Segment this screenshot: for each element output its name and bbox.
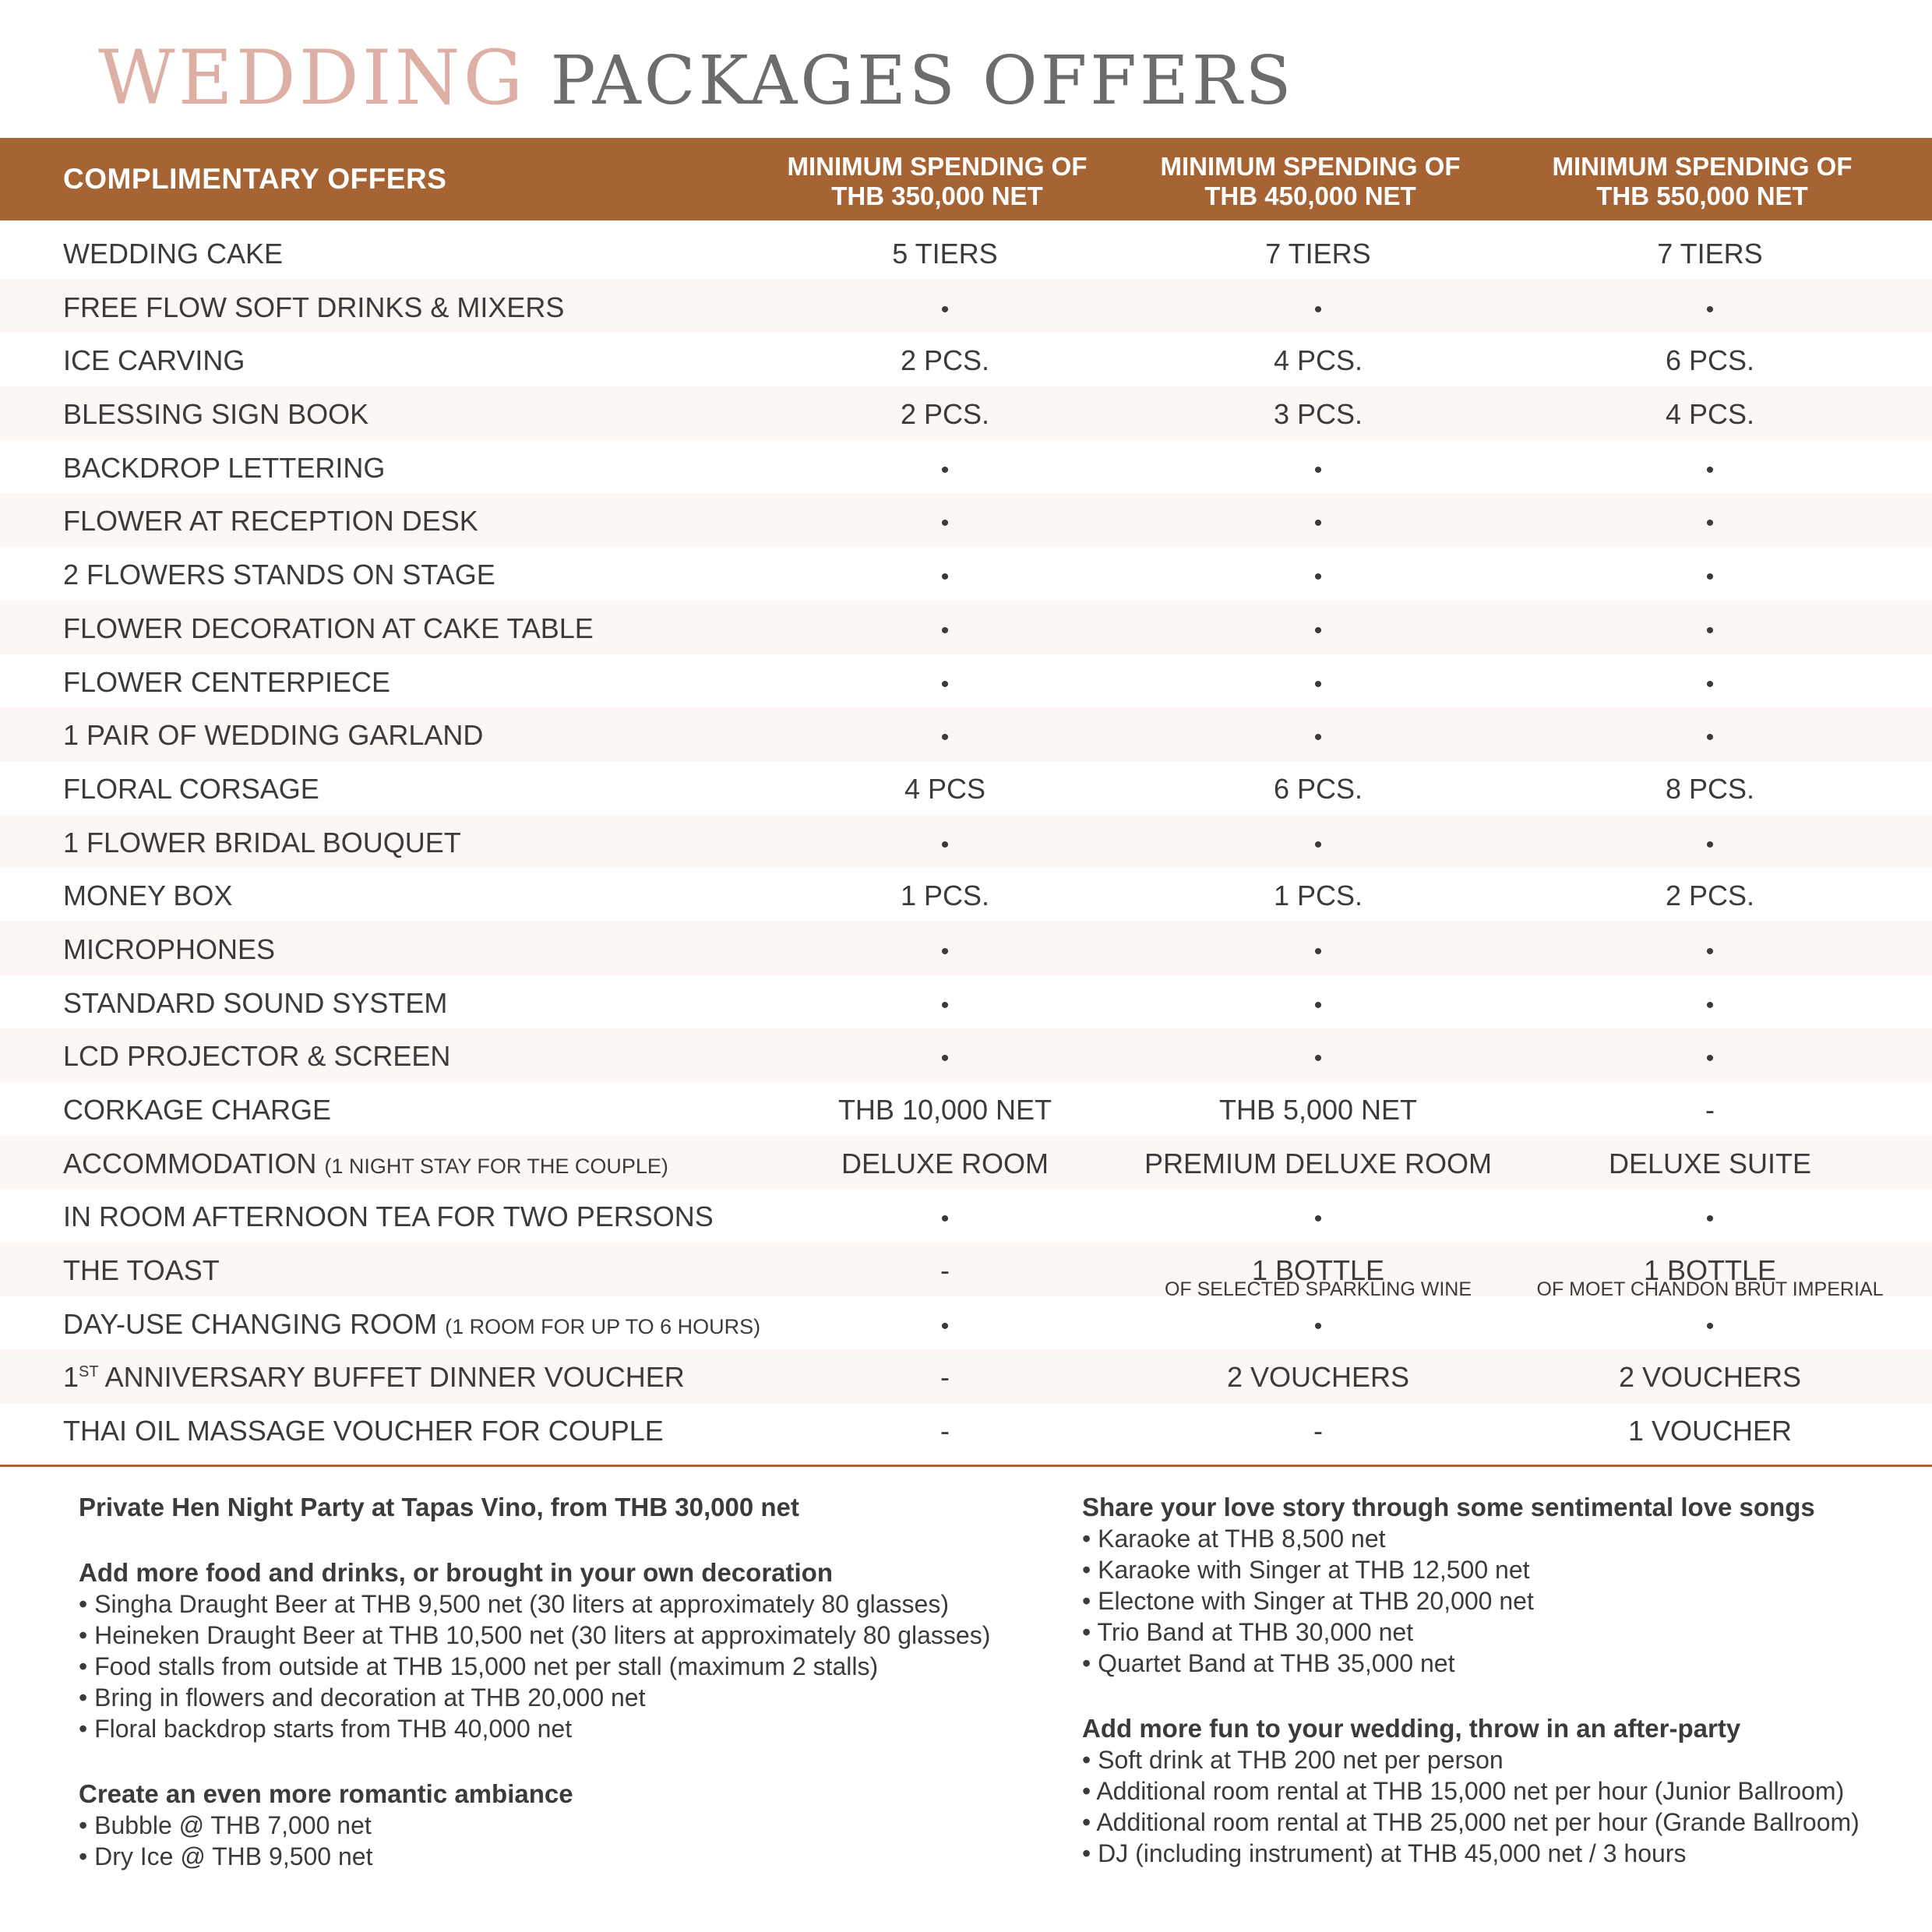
row-label: [63, 666, 390, 699]
included-dot: •: [1705, 564, 1715, 591]
value-note: OF MOET CHANDON BRUT IMPERIAL: [1536, 1278, 1884, 1301]
included-dot: •: [1313, 1206, 1323, 1232]
value-text: 3 PCS.: [1273, 398, 1363, 431]
note-item: • Singha Draught Beer at THB 9,500 net (30 liters at approximately 80 glasses): [79, 1590, 949, 1618]
table-row: [0, 761, 1932, 815]
row-value: [758, 1415, 1132, 1447]
row-value: [1523, 1094, 1897, 1126]
row-label: [63, 452, 385, 485]
note-heading: Create an even more romantic ambiance: [79, 1779, 573, 1808]
table-row: [0, 493, 1932, 547]
row-value: [758, 238, 1132, 270]
included-dot: •: [1313, 1313, 1323, 1339]
included-dot: •: [1705, 938, 1715, 964]
row-label-text: 2 FLOWERS STANDS ON STAGE: [63, 559, 495, 591]
row-label: [63, 398, 368, 431]
row-label: [63, 291, 564, 324]
table-header: [0, 138, 1932, 220]
row-value: [758, 773, 1132, 806]
included-dot: •: [940, 1206, 950, 1232]
included-dot: •: [1313, 671, 1323, 697]
table-row: [0, 547, 1932, 601]
included-dot: •: [940, 724, 950, 751]
row-label-text: DAY-USE CHANGING ROOM: [63, 1307, 438, 1340]
row-value: [1131, 1148, 1505, 1180]
row-label-text: MICROPHONES: [63, 933, 276, 965]
row-value: [1523, 719, 1897, 754]
included-dot: •: [940, 831, 950, 858]
note-item: • Dry Ice @ THB 9,500 net: [79, 1842, 373, 1870]
row-value: [1131, 1200, 1505, 1236]
included-dot: •: [1313, 564, 1323, 591]
table-row: [0, 1403, 1932, 1457]
row-value: [1131, 291, 1505, 326]
row-label-text: FLOWER DECORATION AT CAKE TABLE: [63, 612, 594, 644]
row-label-text: FLORAL CORSAGE: [63, 772, 319, 805]
row-value: [758, 1040, 1132, 1075]
title-rest: PACKAGES OFFERS: [526, 42, 1295, 120]
table-row: [0, 280, 1932, 333]
row-value: [758, 719, 1132, 754]
row-label-text: 1 FLOWER BRIDAL BOUQUET: [63, 826, 461, 858]
row-label: [63, 773, 319, 806]
note-item: • Additional room rental at THB 25,000 net per hour (Grande Ballroom): [1082, 1808, 1860, 1836]
note-item: • Bring in flowers and decoration at THB 20,000 net: [79, 1683, 646, 1712]
row-value: [758, 1361, 1132, 1394]
row-label: [63, 719, 483, 752]
row-label-text: ICE CARVING: [63, 344, 245, 377]
row-value: [1131, 1040, 1505, 1075]
header-tier-2-line1: MINIMUM SPENDING OF: [1160, 152, 1461, 181]
included-dot: •: [940, 1313, 950, 1339]
table-row: [0, 707, 1932, 761]
row-value: [1131, 1094, 1505, 1126]
row-value: [1131, 666, 1505, 701]
row-value: [758, 1254, 1132, 1287]
included-dot: •: [1705, 724, 1715, 751]
row-label-superscript: ST: [79, 1363, 99, 1381]
row-label-text: IN ROOM AFTERNOON TEA FOR TWO PERSONS: [63, 1200, 714, 1233]
row-label-text: ANNIVERSARY BUFFET DINNER VOUCHER: [98, 1361, 685, 1394]
table-row: [0, 815, 1932, 869]
included-dot: •: [1705, 510, 1715, 537]
included-dot: •: [1705, 992, 1715, 1018]
value-text: 2 PCS.: [900, 398, 990, 431]
row-value: [758, 344, 1132, 377]
row-value: [758, 666, 1132, 701]
row-value: [1131, 505, 1505, 540]
row-label: [63, 1148, 668, 1183]
included-dot: •: [940, 296, 950, 323]
row-label: [63, 1200, 714, 1233]
note-item: • DJ (including instrument) at THB 45,000 net / 3 hours: [1082, 1839, 1687, 1867]
value-text: 1 BOTTLE: [1251, 1254, 1385, 1287]
note-item: • Quartet Band at THB 35,000 net: [1082, 1649, 1455, 1677]
value-text: 1 VOUCHER: [1627, 1415, 1793, 1447]
header-tier-3: [1523, 152, 1881, 211]
included-dot: •: [1313, 992, 1323, 1018]
header-complimentary-offers: COMPLIMENTARY OFFERS: [63, 163, 447, 195]
note-heading: Share your love story through some sentimental love songs: [1082, 1493, 1815, 1521]
included-dot: •: [1705, 617, 1715, 643]
note-item: • Soft drink at THB 200 net per person: [1082, 1746, 1504, 1774]
row-label-text: THAI OIL MASSAGE VOUCHER FOR COUPLE: [63, 1415, 664, 1447]
row-label: [63, 880, 232, 912]
row-value: [758, 398, 1132, 431]
header-tier-1-line2: THB 350,000 NET: [831, 182, 1043, 210]
included-dot: •: [1705, 296, 1715, 323]
table-row: [0, 601, 1932, 654]
value-text: 7 TIERS: [1265, 238, 1371, 270]
row-value: [758, 612, 1132, 647]
value-text: -: [940, 1361, 950, 1394]
title-highlight: WEDDING: [98, 34, 527, 122]
row-label: [63, 1254, 220, 1287]
row-value: [1131, 452, 1505, 487]
row-label: [63, 1415, 664, 1447]
note-heading: Add more food and drinks, or brought in your own decoration: [79, 1558, 833, 1587]
row-label-text: STANDARD SOUND SYSTEM: [63, 986, 448, 1019]
value-text: 2 VOUCHERS: [1226, 1361, 1410, 1394]
note-section: [1082, 1713, 1923, 1869]
row-value: [1131, 612, 1505, 647]
row-value: [758, 827, 1132, 862]
value-text: 5 TIERS: [892, 238, 998, 270]
row-value: [1523, 1308, 1897, 1343]
table-row: [0, 226, 1932, 280]
row-value: [1523, 1148, 1897, 1180]
table-row: [0, 1296, 1932, 1350]
row-value: [1131, 827, 1505, 862]
row-label-note: (1 ROOM FOR UP TO 6 HOURS): [445, 1314, 761, 1338]
included-dot: •: [1313, 510, 1323, 537]
included-dot: •: [940, 564, 950, 591]
note-list: [79, 1588, 1052, 1744]
note-section: [79, 1492, 1052, 1523]
row-value: [1523, 1361, 1897, 1394]
row-label-text: FLOWER CENTERPIECE: [63, 665, 391, 698]
included-dot: •: [940, 938, 950, 964]
notes-left: [79, 1492, 1052, 1906]
note-list: [1082, 1744, 1923, 1869]
row-value: [758, 1308, 1132, 1343]
table-row: [0, 1082, 1932, 1136]
table-row: [0, 1349, 1932, 1403]
value-text: 1 PCS.: [900, 880, 990, 912]
row-value: [1523, 452, 1897, 487]
row-value: [1523, 666, 1897, 701]
row-label-text: FLOWER AT RECEPTION DESK: [63, 505, 478, 538]
included-dot: •: [1313, 296, 1323, 323]
note-section: [79, 1557, 1052, 1744]
note-list: [79, 1810, 1052, 1872]
row-value: [758, 987, 1132, 1022]
included-dot: •: [940, 1045, 950, 1072]
row-label-text: WEDDING CAKE: [63, 238, 284, 270]
value-text: 8 PCS.: [1665, 772, 1755, 805]
included-dot: •: [1313, 457, 1323, 483]
note-item: • Food stalls from outside at THB 15,000 net per stall (maximum 2 stalls): [79, 1652, 879, 1680]
included-dot: •: [1313, 617, 1323, 643]
table-row: [0, 1028, 1932, 1082]
row-value: [1523, 1200, 1897, 1236]
row-value: [1523, 933, 1897, 968]
included-dot: •: [1705, 1045, 1715, 1072]
header-tier-2: [1131, 152, 1490, 211]
row-value: [1523, 291, 1897, 326]
row-value: [1131, 933, 1505, 968]
row-label: [63, 827, 461, 859]
row-label: [63, 1361, 685, 1394]
row-value: [1523, 773, 1897, 806]
note-item: • Heineken Draught Beer at THB 10,500 net (30 liters at approximately 80 glasses): [79, 1621, 991, 1649]
notes-right: [1082, 1492, 1923, 1903]
table-row: [0, 440, 1932, 494]
page-title: [98, 34, 1295, 122]
header-tier-3-line2: THB 550,000 NET: [1596, 182, 1808, 210]
row-label-text: CORKAGE CHARGE: [63, 1094, 332, 1126]
included-dot: •: [1313, 831, 1323, 858]
row-value: [1523, 880, 1897, 912]
row-value: [758, 1094, 1132, 1126]
row-value: [1131, 559, 1505, 594]
row-label: [63, 1094, 331, 1126]
value-text: -: [940, 1254, 950, 1287]
value-note: OF SELECTED SPARKLING WINE: [1164, 1278, 1472, 1301]
row-label: [63, 933, 275, 966]
table-row: [0, 922, 1932, 975]
value-text: THB 10,000 NET: [837, 1094, 1052, 1126]
row-value: [1523, 1254, 1897, 1301]
row-value: [1131, 1361, 1505, 1394]
row-value: [1131, 773, 1505, 806]
row-label-text: THE TOAST: [63, 1254, 220, 1287]
header-tier-1: [758, 152, 1116, 211]
value-text: 4 PCS: [904, 772, 986, 805]
included-dot: •: [940, 617, 950, 643]
row-label: [63, 987, 447, 1020]
row-label-text: 1 PAIR OF WEDDING GARLAND: [63, 719, 484, 752]
note-section: [79, 1779, 1052, 1872]
value-text: -: [1705, 1094, 1715, 1126]
row-value: [758, 291, 1132, 326]
value-text: 6 PCS.: [1273, 772, 1363, 805]
row-label-text: ACCOMMODATION: [63, 1147, 317, 1179]
row-value: [1523, 559, 1897, 594]
header-tier-3-line1: MINIMUM SPENDING OF: [1552, 152, 1853, 181]
row-value: [1131, 398, 1505, 431]
row-value: [1131, 987, 1505, 1022]
row-value: [758, 1200, 1132, 1236]
row-value: [1131, 1308, 1505, 1343]
included-dot: •: [1313, 724, 1323, 751]
row-value: [1523, 987, 1897, 1022]
value-text: 2 PCS.: [900, 344, 990, 377]
value-text: THB 5,000 NET: [1218, 1094, 1418, 1126]
row-label-note: (1 NIGHT STAY FOR THE COUPLE): [324, 1154, 668, 1178]
value-text: DELUXE ROOM: [841, 1147, 1049, 1179]
included-dot: •: [1705, 1313, 1715, 1339]
table-row: [0, 1243, 1932, 1301]
table-row: [0, 975, 1932, 1029]
value-text: DELUXE SUITE: [1608, 1147, 1812, 1179]
value-text: 4 PCS.: [1273, 344, 1363, 377]
note-item: • Bubble @ THB 7,000 net: [79, 1811, 372, 1839]
row-value: [758, 452, 1132, 487]
row-label-prefix: 1: [63, 1361, 79, 1394]
row-value: [1523, 238, 1897, 270]
value-text: 7 TIERS: [1657, 238, 1763, 270]
included-dot: •: [1705, 1206, 1715, 1232]
value-text: 4 PCS.: [1665, 398, 1755, 431]
row-label-text: BACKDROP LETTERING: [63, 451, 386, 484]
row-label-text: MONEY BOX: [63, 880, 233, 912]
row-label: [63, 559, 495, 591]
header-tier-1-line1: MINIMUM SPENDING OF: [787, 152, 1088, 181]
divider: [0, 1465, 1932, 1467]
row-value: [1523, 1415, 1897, 1447]
row-value: [758, 933, 1132, 968]
row-label: [63, 612, 594, 645]
included-dot: •: [1705, 457, 1715, 483]
value-text: 1 PCS.: [1273, 880, 1363, 912]
value-text: -: [940, 1415, 950, 1447]
row-value: [1523, 612, 1897, 647]
included-dot: •: [940, 992, 950, 1018]
row-value: [1131, 238, 1505, 270]
note-heading: Add more fun to your wedding, throw in an after-party: [1082, 1714, 1741, 1743]
table-row: [0, 386, 1932, 440]
row-label: [63, 1308, 760, 1343]
row-value: [758, 880, 1132, 912]
table-row: [0, 1136, 1932, 1190]
note-heading: Private Hen Night Party at Tapas Vino, from THB 30,000 net: [79, 1493, 799, 1521]
included-dot: •: [1313, 1045, 1323, 1072]
row-value: [1131, 1254, 1505, 1301]
note-item: • Karaoke with Singer at THB 12,500 net: [1082, 1556, 1530, 1584]
value-text: 1 BOTTLE: [1643, 1254, 1777, 1287]
row-value: [1523, 505, 1897, 540]
table-row: [0, 868, 1932, 922]
note-section: [1082, 1492, 1923, 1679]
note-item: • Trio Band at THB 30,000 net: [1082, 1618, 1414, 1646]
row-value: [758, 505, 1132, 540]
included-dot: •: [1705, 831, 1715, 858]
note-item: • Additional room rental at THB 15,000 net per hour (Junior Ballroom): [1082, 1777, 1845, 1805]
row-value: [758, 559, 1132, 594]
row-value: [1131, 344, 1505, 377]
row-label-text: LCD PROJECTOR & SCREEN: [63, 1040, 451, 1073]
row-label: [63, 1040, 450, 1073]
row-value: [1131, 880, 1505, 912]
header-tier-2-line2: THB 450,000 NET: [1204, 182, 1416, 210]
note-list: [1082, 1523, 1923, 1679]
row-label: [63, 505, 478, 538]
row-value: [1131, 1415, 1505, 1447]
table-row: [0, 333, 1932, 386]
included-dot: •: [940, 671, 950, 697]
row-value: [1131, 719, 1505, 754]
offers-table: [0, 226, 1932, 1457]
included-dot: •: [1705, 671, 1715, 697]
table-row: [0, 654, 1932, 708]
row-value: [1523, 344, 1897, 377]
row-value: [1523, 827, 1897, 862]
table-row: [0, 1189, 1932, 1243]
row-value: [1523, 1040, 1897, 1075]
included-dot: •: [940, 510, 950, 537]
note-item: • Floral backdrop starts from THB 40,000 net: [79, 1715, 573, 1743]
row-label-text: FREE FLOW SOFT DRINKS & MIXERS: [63, 291, 565, 323]
row-value: [1523, 398, 1897, 431]
row-label: [63, 238, 283, 270]
note-item: • Karaoke at THB 8,500 net: [1082, 1525, 1386, 1553]
value-text: 2 PCS.: [1665, 880, 1755, 912]
value-text: 2 VOUCHERS: [1618, 1361, 1802, 1394]
note-item: • Electone with Singer at THB 20,000 net: [1082, 1587, 1534, 1615]
value-text: -: [1313, 1415, 1323, 1447]
row-value: [758, 1148, 1132, 1180]
value-text: PREMIUM DELUXE ROOM: [1144, 1147, 1493, 1179]
row-label-text: BLESSING SIGN BOOK: [63, 398, 369, 431]
value-text: 6 PCS.: [1665, 344, 1755, 377]
row-label: [63, 344, 245, 377]
included-dot: •: [940, 457, 950, 483]
included-dot: •: [1313, 938, 1323, 964]
